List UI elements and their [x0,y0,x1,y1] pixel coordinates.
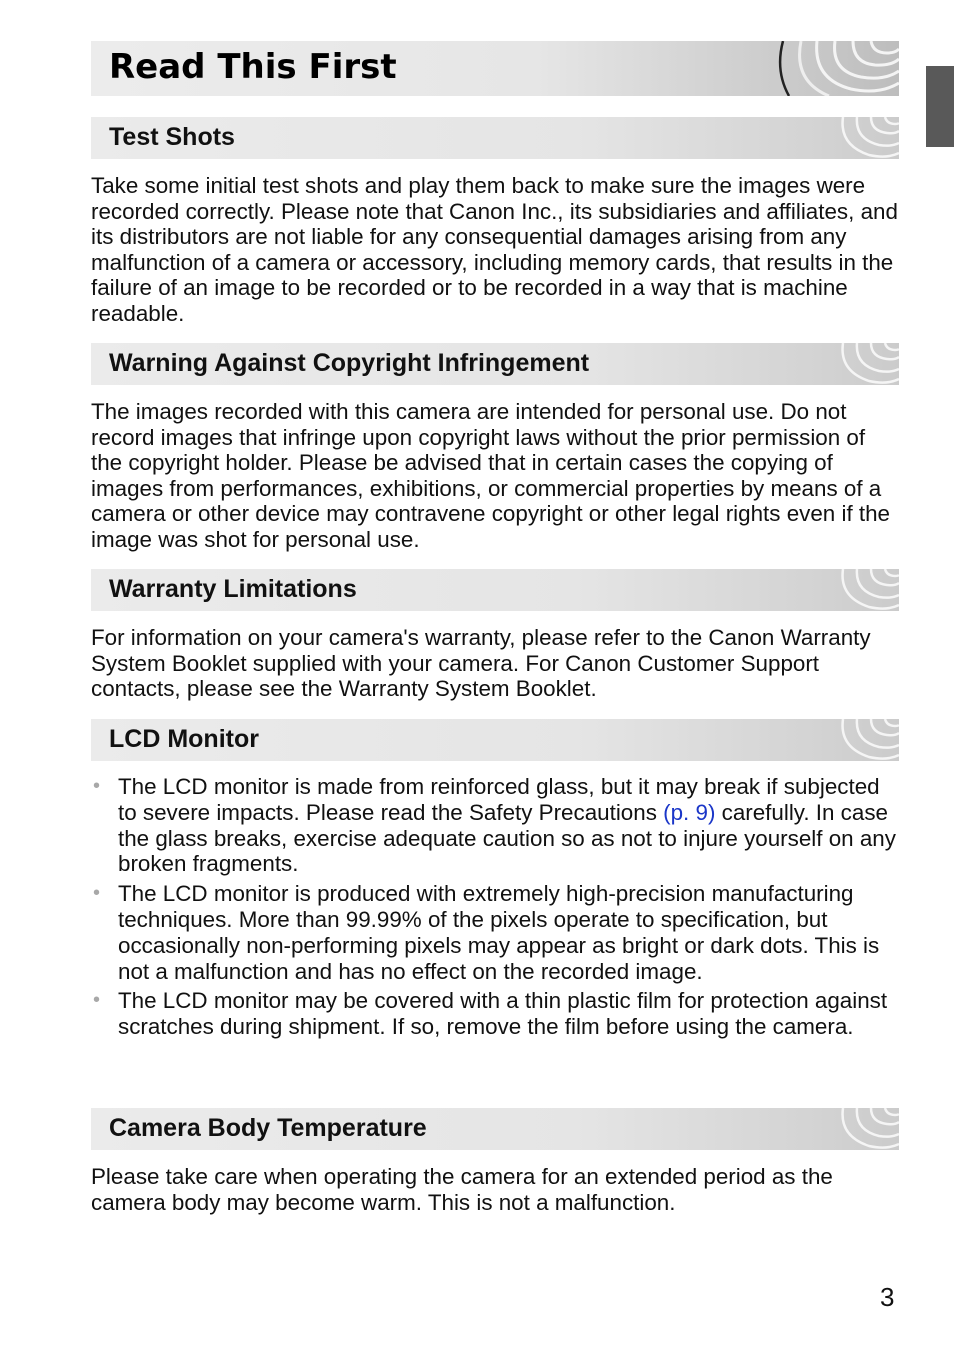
swirl-decoration [839,569,899,611]
list-item [91,881,899,984]
list-item-text: carefully. In case the glass breaks, exercise adequate caution so as not to injure yourself on any broken fragments. [118,799,896,877]
section-heading: Test Shots [109,123,235,151]
section-heading: LCD Monitor [109,725,259,753]
chapter-side-tab [926,66,954,147]
bullet-icon: • [93,775,101,797]
section-header-lcd-monitor [91,719,899,761]
section-body-copyright: The images recorded with this camera are intended for personal use. Do not record images that infringe upon copyright laws without the prior permission of the copyright holder. Please be advised that in certain cases the copying of images from performances, exhibitions, or commercial properties by means of a camera or other device may contravene copyright or other legal rights even if the image was shot for personal use. [91,399,891,552]
list-item-text: The LCD monitor may be covered with a thin plastic film for protection against scratches during shipment. If so, remove the film before using the camera. [118,988,888,1040]
page-title-bar [91,41,899,96]
lcd-monitor-bullet-list [91,774,899,1044]
section-header-camera-body-temperature [91,1108,899,1150]
list-item-text: The LCD monitor is made from reinforced glass, but it may break if subjected to severe impacts. Please read the Safety Precautions [118,774,880,825]
title-swirl-decoration [769,41,899,96]
section-header-test-shots [91,117,899,159]
list-item [91,988,899,1040]
page-title: Read This First [109,47,397,87]
section-body-test-shots: Take some initial test shots and play them back to make sure the images were recorded correctly. Please note that Canon Inc., its subsidiaries and affiliates, and its distributors are not liable for any consequential damages arising from any malfunction of a camera or accessory, including memory cards, that results in the failure of an image to be recorded or to be recorded in a way that is machine readable. [91,173,898,326]
section-heading: Warranty Limitations [109,575,357,603]
section-body-camera-body-temperature: Please take care when operating the camera for an extended period as the camera body may become warm. This is not a malfunction. [91,1164,833,1215]
section-body-warranty: For information on your camera's warranty, please refer to the Canon Warranty System Booklet supplied with your camera. For Canon Customer Support contacts, please see the Warranty System Booklet. [91,625,871,702]
section-header-copyright [91,343,899,385]
list-item [91,774,899,877]
page-reference-link[interactable]: (p. 9) [663,799,716,825]
section-heading: Warning Against Copyright Infringement [109,349,590,377]
section-heading: Camera Body Temperature [109,1114,427,1142]
swirl-decoration [839,719,899,761]
page-number: 3 [880,1282,895,1312]
swirl-decoration [839,1108,899,1150]
bullet-icon: • [93,882,101,905]
list-item-text: The LCD monitor is produced with extremely high-precision manufacturing techniques. More than 99.99% of the pixels operate to specification, but occasionally non-performing pixels may appear as bright or dark dots. This is not a malfunction and has no effect on the recorded image. [118,881,880,984]
swirl-decoration [839,343,899,385]
swirl-decoration [839,117,899,159]
bullet-icon: • [93,989,101,1012]
section-header-warranty [91,569,899,611]
